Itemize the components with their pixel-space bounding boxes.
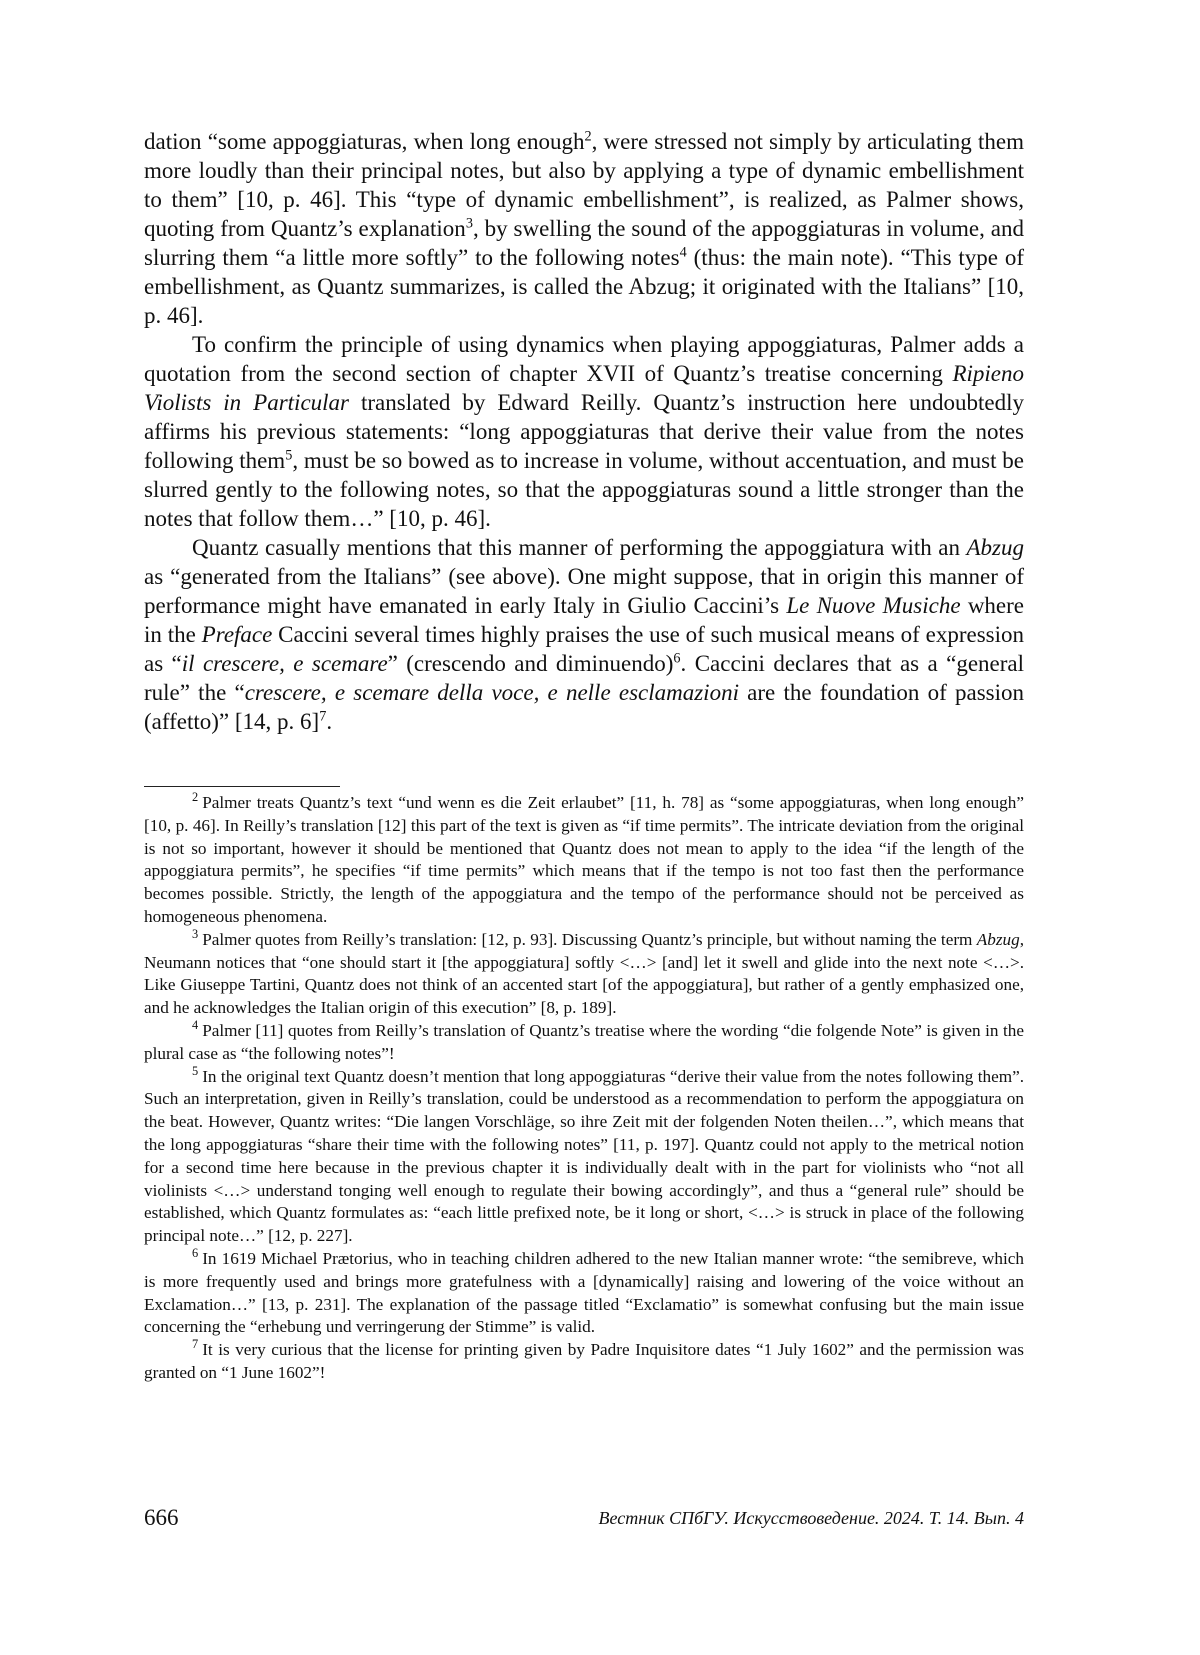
text-run: Palmer treats Quantz’s text “und wenn es die Zeit erlaubet” [11, h. 78] as “some appoggiaturas, when long enough” [10, p. 46]. In Reilly’s translation [12] this part of the text is given as “if time permits”. The intricate deviation from the original is not so important, however it should be mentioned that Quantz does not mean to apply to the idea “if the length of the appoggiatura permits”, he specifies “if time permits” which means that if the tempo is not too fast then the performance becomes possible. Strictly, the length of the appoggiatura and the tempo of the performance should not be perceived as homogeneous phenomena. [144,793,1024,926]
text-run: ” (crescendo and diminuendo) [387,651,674,676]
text-run: dation “some appoggiaturas, when long enough [144,129,585,154]
footnote-ref: 6 [673,650,681,667]
text-run: Caccini several times highly praises the use of such musical means of expression as “ [144,622,1024,676]
footnote [144,792,1024,929]
text-run: . [326,709,333,734]
text-run: To confirm the principle of using dynamics when playing appoggiaturas, Palmer adds a quotation from the second section of chapter XVII of Quantz’s treatise concerning [144,332,1024,386]
body-paragraph [144,533,1024,736]
italic-text: Le Nuove Musiche [786,593,961,618]
text-run: where in the [144,593,1024,647]
text-run: , must be so bowed as to increase in volume, without accentuation, and must be slurred gently to the following notes, so that the appoggiaturas sound a little stronger than the notes that follow them…” [10, p. 46]. [144,448,1024,531]
footnote-number: 2 [192,790,199,805]
footnote-ref: 2 [584,128,592,145]
italic-text: Abzug [976,929,1020,949]
text-run: , Neumann notices that “one should start it [the appoggiatura] softly <…> [and] let it swell and glide into the next note <…>. Like Giuseppe Tartini, Quantz does not think of an accented start [of the appoggiatura], but rather of a gently emphasized one, and he acknowledges the Italian origin of this execution” [8, p. 189]. [144,929,1024,1018]
footnote-separator [144,786,340,787]
footnote-number: 6 [192,1246,199,1261]
footnote-ref: 7 [319,708,327,725]
body-paragraph [144,127,1024,330]
text-run: In the original text Quantz doesn’t mention that long appoggiaturas “derive their value from the notes following them”. Such an interpretation, given in Reilly’s translation, could be understood as a recommendation to perform the appoggiatura on the beat. However, Quantz writes: “Die langen Vorschläge, so ihre Zeit mit der folgenden Noten theilen…”, which means that the long appoggiaturas “share their time with the following notes” [11, p. 197]. Quantz could not apply to the metrical notion for a second time here because in the previous chapter it is individually dealt with in the part for violinists who “not all violinists <…> understand tonging well enough to regulate their bowing accordingly”, and thus a “general rule” should be established, which Quantz formulates as: “each little prefixed note, be it long or short, <…> is struck in place of the following principal note…” [12, p. 227]. [144,1066,1024,1246]
body-paragraph [144,330,1024,533]
italic-text: crescere, e scemare della voce, e nelle esclamazioni [244,680,739,705]
page-number: 666 [144,1505,179,1530]
text-run: , were stressed not simply by articulating them more loudly than their principal notes, but also by applying a type of dynamic embellishment to them” [10, p. 46]. This “type of dynamic embellishment”, is realized, as Palmer shows, quoting from Quantz’s explanation [144,129,1024,241]
footnote [144,1063,1024,1248]
text-run: translated by Edward Reilly. Quantz’s instruction here undoubtedly affirms his previous statements: “long appoggiaturas that derive their value from the notes following them [144,390,1024,473]
footnote [144,929,1024,1020]
italic-text: Abzug [966,535,1024,560]
footnote-number: 5 [192,1063,199,1078]
text-run: , by swelling the sound of the appoggiaturas in volume, and slurring them “a little more softly” to the following notes [144,216,1024,270]
text-run: . Caccini declares that as a “general rule” the “ [144,651,1024,705]
text-run: are the foundation of passion (affetto)” [14, p. 6] [144,680,1024,734]
text-run: In 1619 Michael Prætorius, who in teaching children adhered to the new Italian manner wrote: “the semibreve, which is more frequently used and brings more gratefulness with a [dynamically] raising and lowering of the voice without an Exclamation…” [13, p. 231]. The explanation of the passage titled “Exclamatio” is somewhat confusing but the main issue concerning the “erhebung und verringerung der Stimme” is valid. [144,1248,1024,1337]
footnote-number: 4 [192,1018,199,1033]
text-run: Quantz casually mentions that this manner of performing the appoggiatura with an [192,535,967,560]
italic-text: il crescere, e scemare [181,651,388,676]
footnote [144,1248,1024,1339]
text-run: (thus: the main note). “This type of embellishment, as Quantz summarizes, is called the Abzug; it originated with the Italians” [10, p. 46]. [144,245,1025,328]
text-run: as “generated from the Italians” (see above). One might suppose, that in origin this manner of performance might have emanated in early Italy in Giulio Caccini’s [144,564,1024,618]
footnote-number: 3 [192,927,199,942]
text-run: Palmer [11] quotes from Reilly’s translation of Quantz’s treatise where the wording “die folgende Note” is given in the plural case as “the following notes”! [144,1020,1024,1063]
footnote-ref: 5 [285,447,293,464]
footnote-ref: 4 [679,244,687,261]
footnotes [144,792,1024,1385]
text-run: Palmer quotes from Reilly’s translation: [12, p. 93]. Discussing Quantz’s principle, but without naming the term [202,929,977,949]
text-run: It is very curious that the license for printing given by Padre Inquisitore dates “1 July 1602” and the permission was granted on “1 June 1602”! [144,1340,1024,1382]
italic-text: Preface [201,622,273,647]
italic-text: Ripieno Violists in Particular [144,361,1024,415]
footnote [144,1020,1024,1066]
footnote [144,1339,1024,1385]
main-text [144,127,1024,736]
footnote-number: 7 [192,1337,199,1352]
footnote-ref: 3 [465,215,473,232]
running-head: Вестник СПбГУ. Искусствоведение. 2024. Т. 14. Вып. 4 [598,1508,1024,1528]
